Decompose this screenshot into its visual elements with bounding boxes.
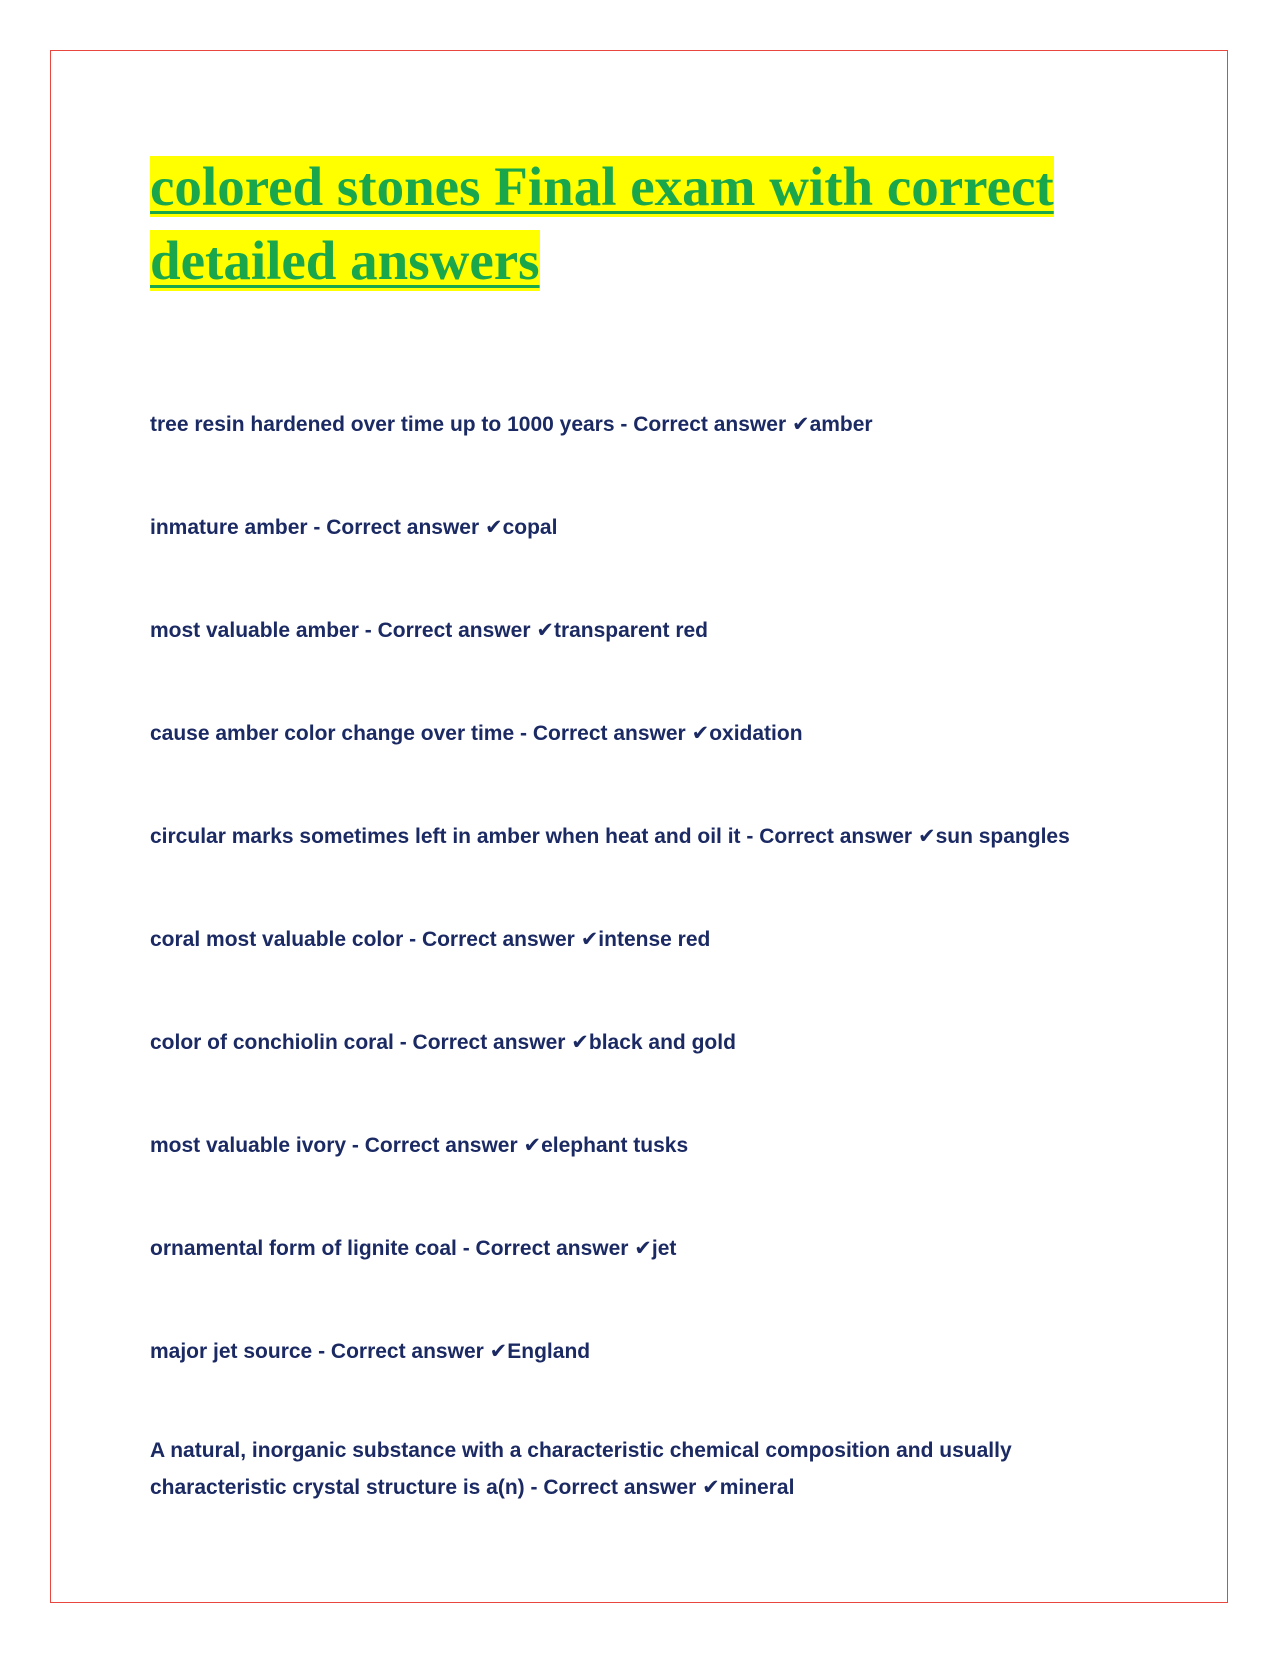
check-mark-icon: ✔ <box>580 927 599 951</box>
qa-item: major jet source - Correct answer ✔England <box>150 1339 591 1363</box>
qa-item: ornamental form of lignite coal - Correct answer ✔jet <box>150 1236 677 1260</box>
qa-item: inmature amber - Correct answer ✔copal <box>150 515 558 539</box>
title-line-2: detailed answers <box>150 230 540 291</box>
answer-text: jet <box>651 1237 677 1260</box>
correct-answer-label: Correct answer <box>330 1340 484 1363</box>
question-text: major jet source <box>150 1340 313 1363</box>
qa-item: circular marks sometimes left in amber when heat and oil it - Correct answer ✔sun spangles <box>150 824 1070 848</box>
check-mark-icon: ✔ <box>484 515 503 539</box>
answer-text: England <box>507 1340 591 1363</box>
qa-item: coral most valuable color - Correct answer ✔intense red <box>150 927 711 951</box>
document-title <box>150 150 1140 298</box>
qa-list <box>150 406 1140 1506</box>
answer-text: amber <box>809 413 873 436</box>
qa-item: tree resin hardened over time up to 1000 years - Correct answer ✔amber <box>150 412 873 436</box>
check-mark-icon: ✔ <box>523 1133 542 1157</box>
check-mark-icon: ✔ <box>571 1030 589 1054</box>
title-line-1: colored stones Final exam with correct <box>150 156 1054 217</box>
answer-text: black and gold <box>588 1031 736 1054</box>
qa-item: color of conchiolin coral - Correct answer ✔black and gold <box>150 1030 736 1054</box>
qa-item: most valuable ivory - Correct answer ✔elephant tusks <box>150 1133 689 1157</box>
check-mark-icon: ✔ <box>634 1236 652 1260</box>
check-mark-icon: ✔ <box>917 824 936 848</box>
answer-text: oxidation <box>709 722 803 745</box>
check-mark-icon: ✔ <box>702 1475 720 1499</box>
answer-text: mineral <box>719 1476 795 1499</box>
correct-answer-label: Correct answer <box>364 1134 518 1157</box>
correct-answer-label: Correct answer <box>633 413 787 436</box>
correct-answer-label: Correct answer <box>326 516 480 539</box>
document-content <box>150 150 1140 1572</box>
answer-text: copal <box>502 516 558 539</box>
question-text: circular marks sometimes left in amber when heat and oil it <box>150 825 741 848</box>
question-text: A natural, inorganic substance with a characteristic chemical composition and usually characteristic crystal structure is a(n) <box>150 1439 1012 1499</box>
question-text: most valuable ivory <box>150 1134 347 1157</box>
qa-item: A natural, inorganic substance with a characteristic chemical composition and usually characteristic crystal structure is a(n) - Correct answer ✔mineral <box>150 1439 1012 1499</box>
question-text: tree resin hardened over time up to 1000 years <box>150 413 615 436</box>
correct-answer-label: Correct answer <box>377 619 531 642</box>
check-mark-icon: ✔ <box>489 1339 508 1363</box>
question-text: inmature amber <box>150 516 308 539</box>
question-text: coral most valuable color <box>150 928 404 951</box>
correct-answer-label: Correct answer <box>421 928 575 951</box>
answer-text: intense red <box>598 928 711 951</box>
question-text: color of conchiolin coral <box>150 1031 394 1054</box>
correct-answer-label: Correct answer <box>543 1476 697 1499</box>
correct-answer-label: Correct answer <box>759 825 913 848</box>
check-mark-icon: ✔ <box>536 618 554 642</box>
correct-answer-label: Correct answer <box>475 1237 629 1260</box>
qa-item: cause amber color change over time - Correct answer ✔oxidation <box>150 721 803 745</box>
answer-text: sun spangles <box>935 825 1070 848</box>
question-text: most valuable amber <box>150 619 359 642</box>
question-text: cause amber color change over time <box>150 722 515 745</box>
check-mark-icon: ✔ <box>691 721 710 745</box>
correct-answer-label: Correct answer <box>532 722 686 745</box>
answer-text: elephant tusks <box>541 1134 689 1157</box>
qa-item: most valuable amber - Correct answer ✔transparent red <box>150 618 708 642</box>
correct-answer-label: Correct answer <box>412 1031 566 1054</box>
question-text: ornamental form of lignite coal <box>150 1237 457 1260</box>
check-mark-icon: ✔ <box>791 412 810 436</box>
answer-text: transparent red <box>553 619 708 642</box>
